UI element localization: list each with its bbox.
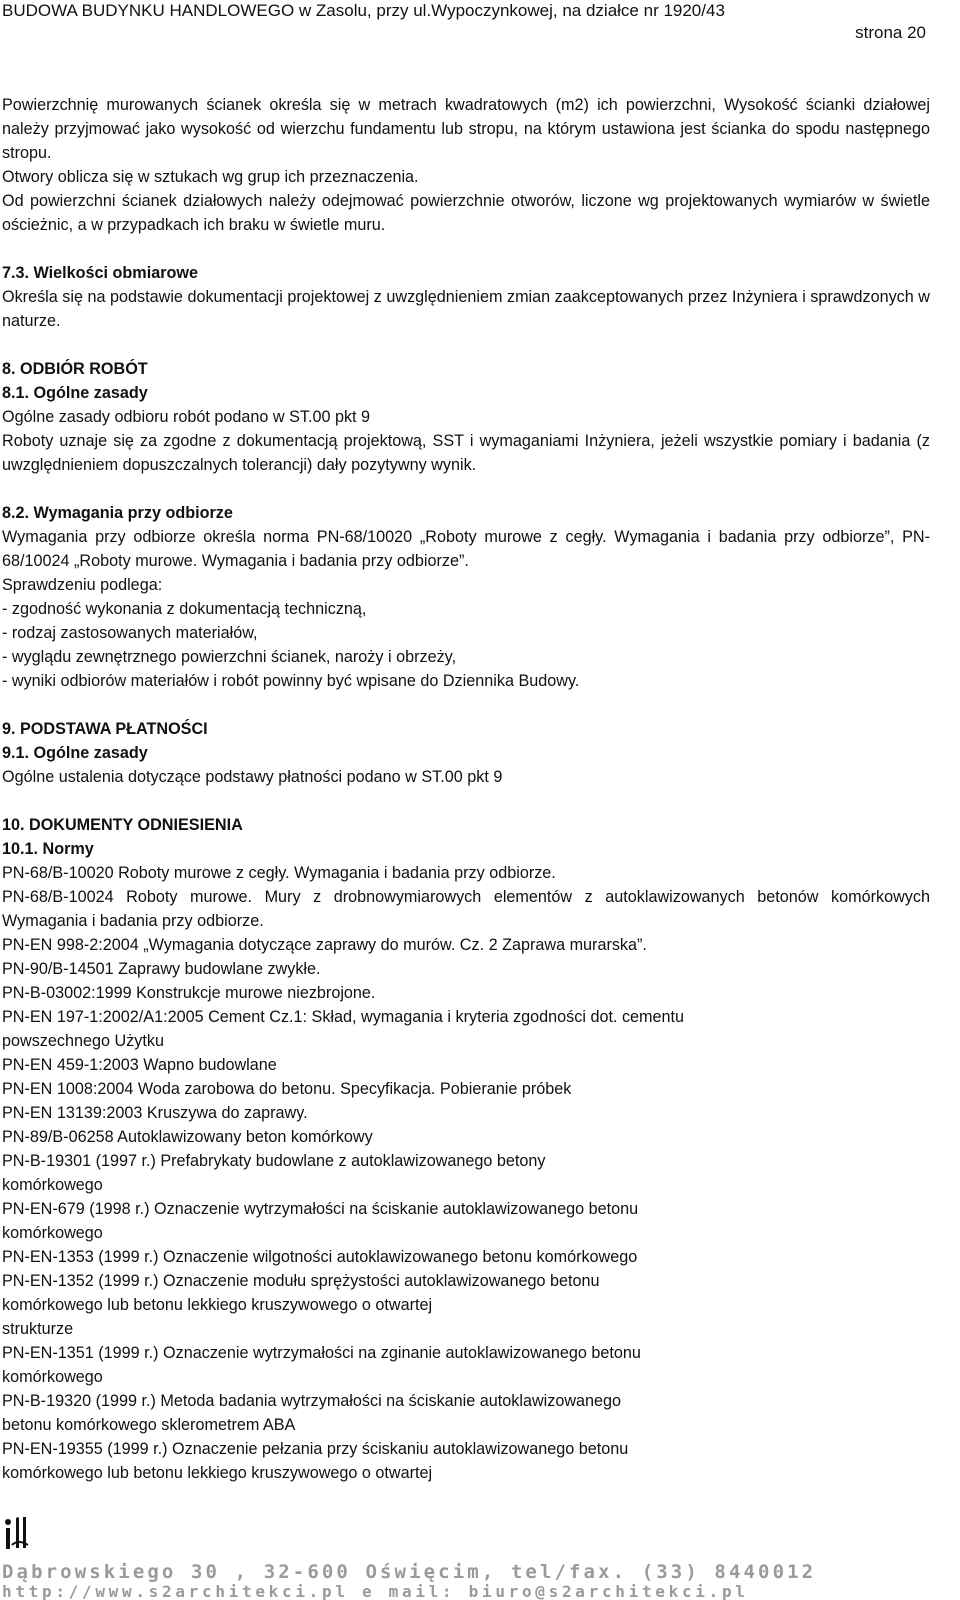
paragraph-acceptance-norms: Wymagania przy odbiorze określa norma PN-68/10020 „Roboty murowe z cegły. Wymagania i badania przy odbiorze”, PN-68/10024 „Roboty murowe. Wymagania i badania przy odbiorze”. xyxy=(2,528,930,570)
norm-item: komórkowego xyxy=(2,1224,103,1242)
paragraph-surface-measurement: Powierzchnię murowanych ścianek określa się w metrach kwadratowych (m2) ich powierzchni, Wysokość ścianki działowej należy przyjmować jako wysokość od wierzchu fundamentu lub stropu, na którym ustawiona jest ścianka do spodu następnego stropu. xyxy=(2,96,930,162)
paragraph-general-acceptance: Ogólne zasady odbioru robót podano w ST.00 pkt 9 xyxy=(2,408,371,426)
section-heading-9-1: 9.1. Ogólne zasady xyxy=(2,744,148,762)
norm-item: PN-EN 998-2:2004 „Wymagania dotyczące zaprawy do murów. Cz. 2 Zaprawa murarska”. xyxy=(2,936,647,954)
paragraph-payment-basis: Ogólne ustalenia dotyczące podstawy płatności podano w ST.00 pkt 9 xyxy=(2,768,503,786)
section-heading-9: 9. PODSTAWA PŁATNOŚCI xyxy=(2,720,208,738)
footer-web-email: http://www.s2architekci.pl e mail: biuro@s2architekci.pl xyxy=(2,1582,749,1600)
norm-item: PN-B-19320 (1999 r.) Metoda badania wytrzymałości na ściskanie autoklawizowanego xyxy=(2,1392,622,1410)
section-heading-7-3: 7.3. Wielkości obmiarowe xyxy=(2,264,198,282)
norm-item: PN-B-19301 (1997 r.) Prefabrykaty budowlane z autoklawizowanego betony xyxy=(2,1152,546,1170)
norm-item: PN-EN-1351 (1999 r.) Oznaczenie wytrzymałości na zginanie autoklawizowanego betonu xyxy=(2,1344,641,1362)
footer-address: Dąbrowskiego 30 , 32-600 Oświęcim, tel/fax. (33) 8440012 xyxy=(2,1561,817,1583)
norm-item: strukturze xyxy=(2,1320,74,1338)
norm-item: PN-EN-1352 (1999 r.) Oznaczenie modułu sprężystości autoklawizowanego betonu xyxy=(2,1272,600,1290)
norm-item: PN-68/B-10020 Roboty murowe z cegły. Wymagania i badania przy odbiorze. xyxy=(2,864,556,882)
section-heading-8-2: 8.2. Wymagania przy odbiorze xyxy=(2,504,233,522)
norm-item: komórkowego xyxy=(2,1368,103,1386)
norm-item: PN-EN 13139:2003 Kruszywa do zaprawy. xyxy=(2,1104,308,1122)
list-item: - wyglądu zewnętrznego powierzchni ścianek, naroży i obrzeży, xyxy=(2,648,457,666)
paragraph-inspection-intro: Sprawdzeniu podlega: xyxy=(2,576,163,594)
norm-item: komórkowego xyxy=(2,1176,103,1194)
list-item: - zgodność wykonania z dokumentacją techniczną, xyxy=(2,600,367,618)
paragraph-acceptance-conditions: Roboty uznaje się za zgodne z dokumentacją projektową, SST i wymaganiami Inżyniera, jeżeli wszystkie pomiary i badania (z uwzględnieniem dopuszczalnych tolerancji) dały pozytywny wynik. xyxy=(2,432,930,474)
section-heading-10: 10. DOKUMENTY ODNIESIENIA xyxy=(2,816,243,834)
norm-item: PN-68/B-10024 Roboty murowe. Mury z drobnowymiarowych elementów z autoklawizowanych betonów komórkowych Wymagania i badania przy odbiorze. xyxy=(2,888,930,930)
norm-item: PN-EN-1353 (1999 r.) Oznaczenie wilgotności autoklawizowanego betonu komórkowego xyxy=(2,1248,638,1266)
norm-item: PN-89/B-06258 Autoklawizowany beton komórkowy xyxy=(2,1128,373,1146)
paragraph-measurement-basis: Określa się na podstawie dokumentacji projektowej z uwzględnieniem zmian zaakceptowanych przez Inżyniera i sprawdzonych w naturze. xyxy=(2,288,930,330)
document-body xyxy=(2,93,930,1485)
page-number: strona 20 xyxy=(855,23,926,42)
section-heading-10-1: 10.1. Normy xyxy=(2,840,94,858)
norm-item: PN-EN 459-1:2003 Wapno budowlane xyxy=(2,1056,277,1074)
paragraph-openings-deduction: Od powierzchni ścianek działowych należy odejmować powierzchnie otworów, liczone wg projektowanych wymiarów w świetle ościeżnic, a w przypadkach ich braku w świetle muru. xyxy=(2,192,930,234)
norm-item: PN-90/B-14501 Zaprawy budowlane zwykłe. xyxy=(2,960,321,978)
section-heading-8-1: 8.1. Ogólne zasady xyxy=(2,384,148,402)
norm-item: PN-EN-19355 (1999 r.) Oznaczenie pełzania przy ściskaniu autoklawizowanego betonu xyxy=(2,1440,629,1458)
norm-item: powszechnego Użytku xyxy=(2,1032,164,1050)
norm-item: PN-EN 1008:2004 Woda zarobowa do betonu. Specyfikacja. Pobieranie próbek xyxy=(2,1080,572,1098)
norm-item: PN-EN 197-1:2002/A1:2005 Cement Cz.1: Skład, wymagania i kryteria zgodności dot. cementu xyxy=(2,1008,685,1026)
company-logo-icon xyxy=(4,1515,30,1551)
norm-item: PN-B-03002:1999 Konstrukcje murowe niezbrojone. xyxy=(2,984,376,1002)
norm-item: betonu komórkowego sklerometrem ABA xyxy=(2,1416,296,1434)
list-item: - wyniki odbiorów materiałów i robót powinny być wpisane do Dziennika Budowy. xyxy=(2,672,580,690)
document-header-title: BUDOWA BUDYNKU HANDLOWEGO w Zasolu, przy ul.Wypoczynkowej, na działce nr 1920/43 xyxy=(2,1,725,20)
norm-item: komórkowego lub betonu lekkiego kruszywowego o otwartej xyxy=(2,1464,433,1482)
section-heading-8: 8. ODBIÓR ROBÓT xyxy=(2,360,148,378)
list-item: - rodzaj zastosowanych materiałów, xyxy=(2,624,258,642)
norm-item: PN-EN-679 (1998 r.) Oznaczenie wytrzymałości na ściskanie autoklawizowanego betonu xyxy=(2,1200,639,1218)
norm-item: komórkowego lub betonu lekkiego kruszywowego o otwartej xyxy=(2,1296,433,1314)
paragraph-openings-count: Otwory oblicza się w sztukach wg grup ich przeznaczenia. xyxy=(2,168,419,186)
